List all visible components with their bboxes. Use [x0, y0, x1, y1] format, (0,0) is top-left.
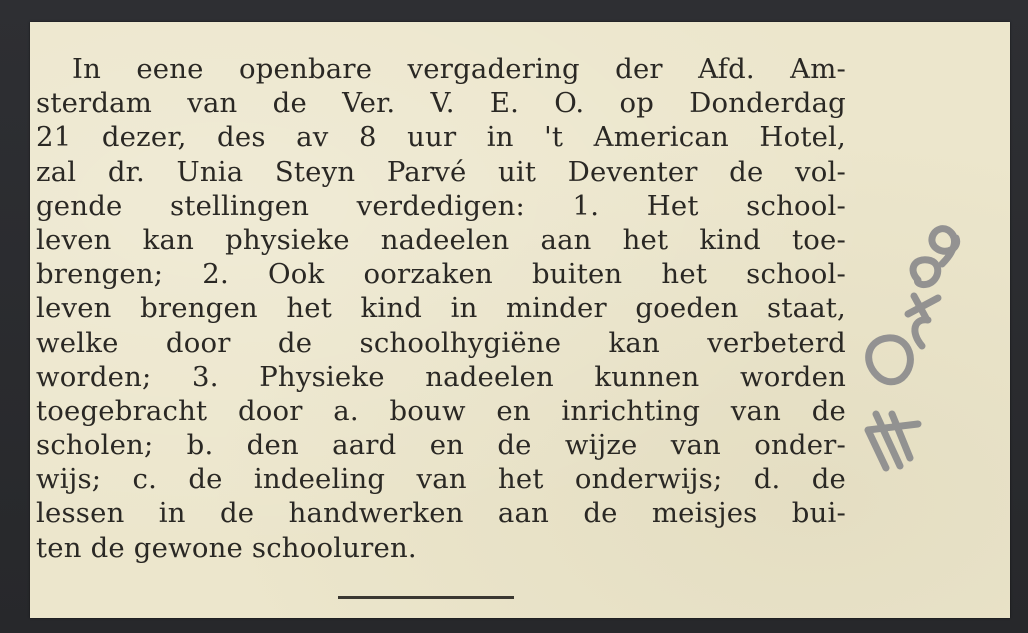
article-line: toegebracht door a. bouw en inrichting van de: [36, 394, 846, 427]
article-line: leven kan physieke nadeelen aan het kind toe-: [36, 223, 846, 256]
article-line: welke door de schoolhygiëne kan verbeterd: [36, 326, 846, 359]
article-line: wijs; c. de indeeling van het onderwijs; d. de: [36, 463, 846, 496]
article-line: zal dr. Unia Steyn Parvé uit Deventer de vol-: [36, 155, 846, 188]
article-line: gende stellingen verdedigen: 1. Het school-: [36, 189, 846, 222]
article-line: scholen; b. den aard en de wijze van onder-: [36, 429, 846, 462]
article-text: [36, 52, 846, 565]
article-line: ten de gewone schooluren.: [36, 531, 417, 564]
article-line: sterdam van de Ver. V. E. O. op Donderdag: [36, 87, 846, 120]
article-line: In eene openbare vergadering der Afd. Am-: [72, 53, 846, 85]
closing-rule: [338, 596, 514, 599]
newspaper-clipping: [30, 22, 1010, 618]
article-line: 21 dezer, des av 8 uur in 't American Hotel,: [36, 121, 846, 154]
article-line: lessen in de handwerken aan de meisjes bui-: [36, 497, 846, 530]
article-line: brengen; 2. Ook oorzaken buiten het school-: [36, 258, 846, 291]
article-line: worden; 3. Physieke nadeelen kunnen worden: [36, 360, 846, 393]
handwritten-pencil-note: [856, 218, 976, 478]
article-line: leven brengen het kind in minder goeden staat,: [36, 292, 846, 325]
